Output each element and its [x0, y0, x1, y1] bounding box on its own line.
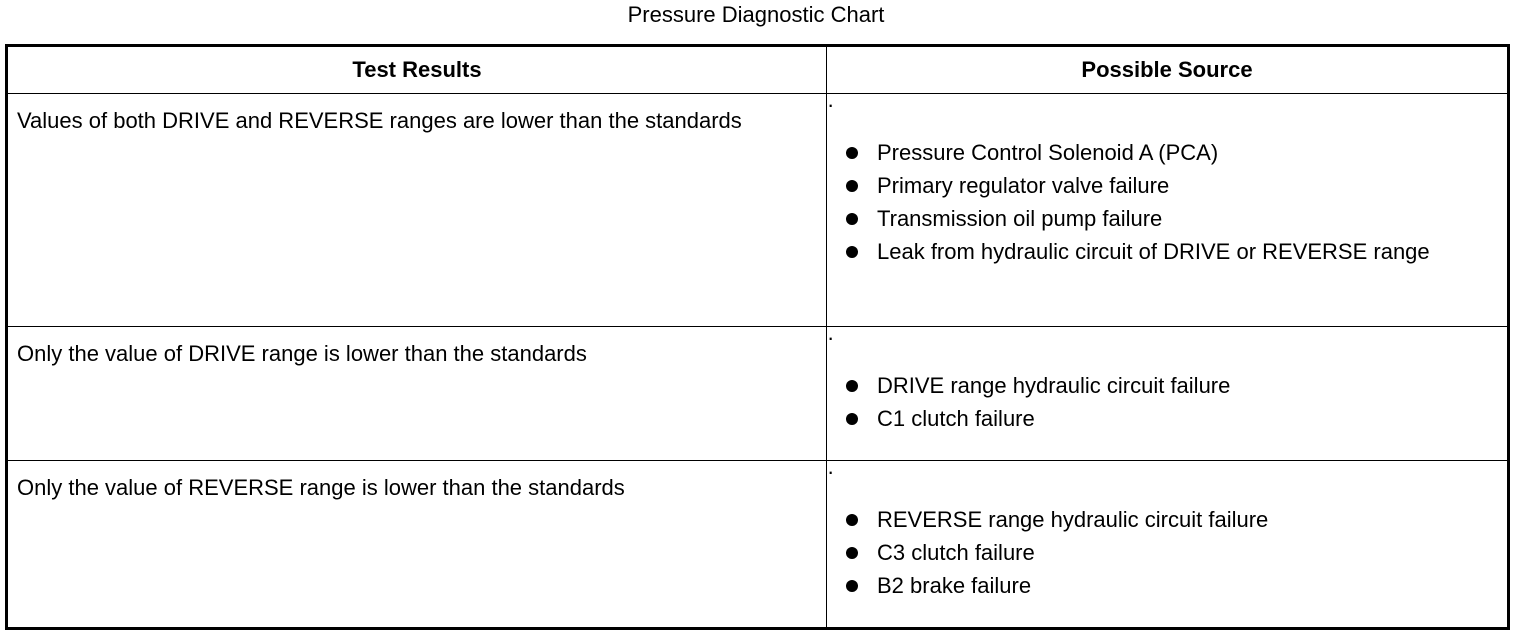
- source-list: [827, 505, 1507, 601]
- list-item: [827, 505, 1507, 535]
- pressure-diagnostic-table: [5, 44, 1510, 630]
- source-text: C3 clutch failure: [877, 540, 1035, 565]
- test-result-cell: [7, 461, 827, 629]
- bullet-icon: [846, 380, 858, 392]
- marker-dot: ·: [827, 92, 835, 117]
- source-text: DRIVE range hydraulic circuit failure: [877, 373, 1231, 398]
- list-item: [827, 138, 1507, 168]
- test-result-text: Values of both DRIVE and REVERSE ranges are lower than the standards: [17, 108, 742, 133]
- source-text: Leak from hydraulic circuit of DRIVE or REVERSE range: [877, 239, 1430, 264]
- test-result-text: Only the value of REVERSE range is lower than the standards: [17, 475, 625, 500]
- bullet-icon: [846, 514, 858, 526]
- test-result-cell: [7, 327, 827, 461]
- marker-dot: ·: [827, 459, 835, 484]
- header-possible-source: Possible Source: [827, 46, 1509, 94]
- list-item: [827, 538, 1507, 568]
- test-result-cell: [7, 94, 827, 327]
- possible-source-cell: [827, 461, 1509, 629]
- bullet-icon: [846, 147, 858, 159]
- chart-title: Pressure Diagnostic Chart: [627, 2, 885, 27]
- header-row: [7, 46, 1509, 94]
- bullet-icon: [846, 180, 858, 192]
- list-item: [827, 237, 1507, 267]
- source-text: Pressure Control Solenoid A (PCA): [877, 140, 1219, 165]
- bullet-icon: [846, 580, 858, 592]
- source-text: C1 clutch failure: [877, 406, 1035, 431]
- table-row: [7, 461, 1509, 629]
- possible-source-cell: [827, 327, 1509, 461]
- bullet-icon: [846, 413, 858, 425]
- source-list: [827, 371, 1507, 434]
- header-test-results: Test Results: [7, 46, 827, 94]
- bullet-icon: [846, 547, 858, 559]
- list-item: [827, 204, 1507, 234]
- marker-dot: ·: [827, 325, 835, 350]
- source-text: Transmission oil pump failure: [877, 206, 1163, 231]
- bullet-icon: [846, 213, 858, 225]
- source-text: B2 brake failure: [877, 573, 1032, 598]
- list-item: [827, 371, 1507, 401]
- table-row: [7, 327, 1509, 461]
- source-list: [827, 138, 1507, 267]
- list-item: [827, 404, 1507, 434]
- test-result-text: Only the value of DRIVE range is lower than the standards: [17, 341, 587, 366]
- table-row: [7, 94, 1509, 327]
- source-text: REVERSE range hydraulic circuit failure: [877, 507, 1269, 532]
- bullet-icon: [846, 246, 858, 258]
- list-item: [827, 171, 1507, 201]
- source-text: Primary regulator valve failure: [877, 173, 1170, 198]
- possible-source-cell: [827, 94, 1509, 327]
- list-item: [827, 571, 1507, 601]
